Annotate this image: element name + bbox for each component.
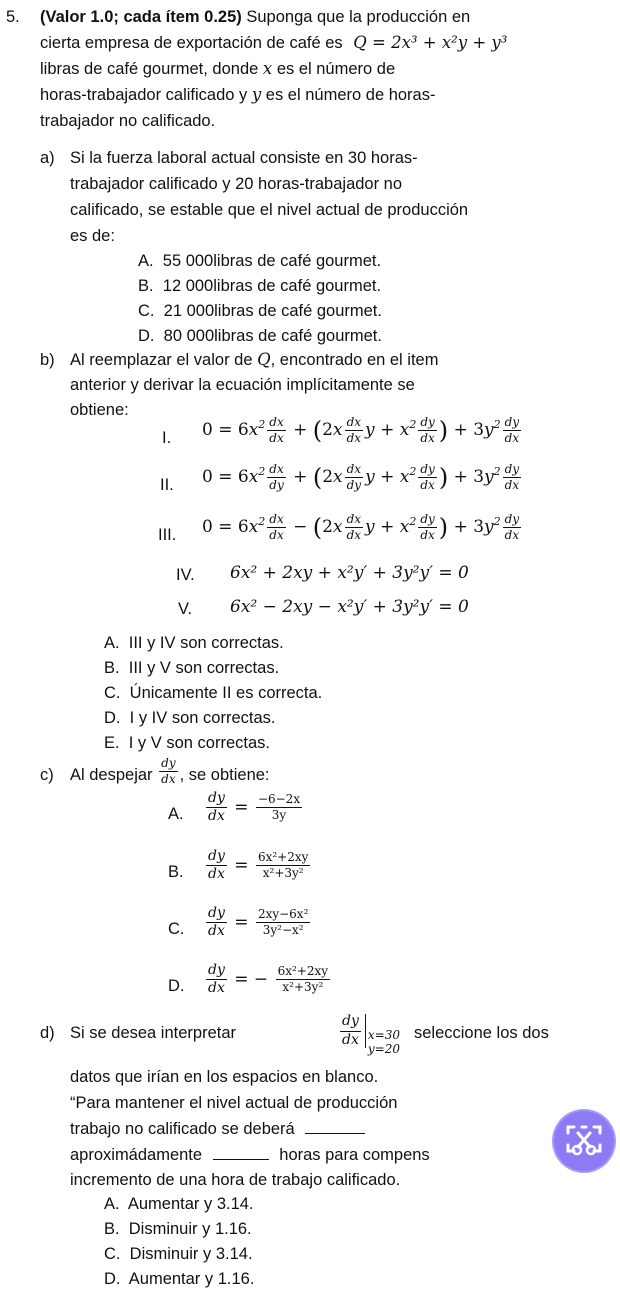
roman-v: V. <box>178 600 193 618</box>
part-c-option-c[interactable]: $\frac{dy}{dx}$ = $\frac{\text{2xy−6x²}}{\text{3y²−x²}}$ <box>208 905 309 940</box>
part-a-text-2: trabajador calificado y 20 horas-trabajador no <box>70 175 403 193</box>
part-a-label: a) <box>40 149 55 167</box>
intro-text-2: cierta empresa de exportación de café es <box>40 34 343 52</box>
intro-text-5: horas-trabajador calificado y <box>40 86 248 104</box>
equation-iv: 6x² + 2xy + x²y′ + 3y²y′ = 0 <box>230 563 469 583</box>
part-b-option-d[interactable]: D. I y IV son correctas. <box>104 709 276 727</box>
blank-2[interactable] <box>213 1147 269 1160</box>
part-c-option-b[interactable]: $\frac{dy}{dx}$ = $\frac{\text{6x²+2xy}}{\text{x²+3y²}}$ <box>208 848 309 883</box>
part-c-option-a[interactable]: $\frac{dy}{dx}$ = $\frac{-6-2x}{3y}$ <box>208 790 301 825</box>
roman-iv: IV. <box>176 566 195 584</box>
part-a-text-3: calificado, se estable que el nivel actual de producción <box>70 201 469 219</box>
question-intro-line-2 <box>40 32 507 54</box>
part-b-option-e[interactable]: E. I y V son correctas. <box>104 734 270 752</box>
part-a-text-4: es de: <box>70 227 115 245</box>
part-d-option-c[interactable]: C. Disminuir y 3.14. <box>104 1245 253 1263</box>
question-intro-line-4: horas-trabajador calificado y y es el número de horas- <box>40 85 436 104</box>
intro-text-7: trabajador no calificado. <box>40 112 216 130</box>
roman-ii: II. <box>160 476 174 494</box>
part-d-option-b[interactable]: B. Disminuir y 1.16. <box>104 1220 252 1238</box>
part-b-text-2: anterior y derivar la ecuación implícitamente se <box>70 376 415 394</box>
part-b-line-1: Al reemplazar el valor de Q, encontrado en el item <box>70 350 439 369</box>
equation-v: 6x² − 2xy − x²y′ + 3y²y′ = 0 <box>230 597 469 617</box>
intro-text-6: es el número de horas- <box>265 86 436 104</box>
part-c-label: c) <box>40 766 54 784</box>
blank-1[interactable] <box>305 1121 365 1134</box>
part-d-quote-2-line: trabajo no calificado se deberá <box>70 1118 365 1140</box>
part-d-quote-1: “Para mantener el nivel actual de producción <box>70 1094 398 1112</box>
part-d-quote-3-line: aproximádamente horas para compens <box>70 1146 430 1164</box>
part-c-option-d-letter[interactable]: D. <box>168 977 185 995</box>
part-a-option-d[interactable]: D. 80 000libras de café gourmet. <box>138 327 382 345</box>
part-d-quote-4: incremento de una hora de trabajo calificado. <box>70 1171 401 1189</box>
intro-text-1: Suponga que la producción en <box>246 8 471 26</box>
part-d-evaluation: $\frac{dy}{dx}$ x=30 y=20 <box>338 1014 410 1048</box>
roman-iii: III. <box>158 526 177 544</box>
part-d-text-3: datos que irían en los espacios en blanco. <box>70 1068 379 1086</box>
part-a-option-c[interactable]: C. 21 000libras de café gourmet. <box>138 302 382 320</box>
roman-i: I. <box>162 429 172 447</box>
part-d-label: d) <box>40 1024 55 1042</box>
equation-iii: $0 = 6x^2$ $\frac{dx}{dx}$ − (2x $\frac{dx}{dx}$ $y + x^2$ $\frac{dy}{dx}$ ) + $3y^2$ $\frac{dy}{dx}$ <box>202 512 520 543</box>
part-d-text-2: seleccione los dos <box>414 1024 549 1042</box>
part-c-option-c-letter[interactable]: C. <box>168 920 185 938</box>
part-c-option-b-letter[interactable]: B. <box>168 863 184 881</box>
part-b-label: b) <box>40 351 55 369</box>
equation-ii: $0 = 6x^2$ $\frac{dx}{dy}$ + (2x $\frac{dx}{dy}$ $y + x^2$ $\frac{dy}{dx}$ ) + $3y^2$ $\frac{dy}{dx}$ <box>202 462 520 493</box>
value-label: (Valor 1.0; cada ítem 0.25) <box>40 8 242 26</box>
part-d-option-a[interactable]: A. Aumentar y 3.14. <box>104 1195 254 1213</box>
part-c-option-d[interactable]: $\frac{dy}{dx}$ = − $\frac{\text{6x²+2xy}}{\text{x²+3y²}}$ <box>208 962 329 997</box>
equation-i: $0 = 6x^2$ $\frac{dx}{dx}$ + (2x $\frac{dx}{dx}$ $y + x^2$ $\frac{dy}{dx}$ ) + $3y^2$ $\frac{dy}{dx}$ <box>202 415 520 446</box>
part-b-text-3: obtiene: <box>70 401 129 419</box>
scissors-crop-icon <box>554 1111 614 1171</box>
intro-text-4: es el número de <box>276 60 396 78</box>
part-b-option-b[interactable]: B. III y V son correctas. <box>104 659 280 677</box>
question-number: 5. <box>6 8 20 26</box>
scan-crop-button[interactable] <box>554 1111 614 1171</box>
part-a-text-1: Si la fuerza laboral actual consiste en 30 horas- <box>70 149 418 167</box>
part-d-option-d[interactable]: D. Aumentar y 1.16. <box>104 1270 255 1288</box>
part-c-line: Al despejar $\frac{dy}{dx}$ , se obtiene: <box>70 755 270 787</box>
formula-q: Q = 2x³ + x²y + y³ <box>353 33 508 52</box>
question-intro-line-3: libras de café gourmet, donde x es el número de <box>40 59 396 78</box>
intro-text-3: libras de café gourmet, donde <box>40 60 259 78</box>
question-intro-line-1 <box>40 6 470 28</box>
part-b-option-a[interactable]: A. III y IV son correctas. <box>104 634 284 652</box>
part-d-text-1: Si se desea interpretar <box>70 1024 237 1042</box>
part-a-option-b[interactable]: B. 12 000libras de café gourmet. <box>138 277 382 295</box>
part-b-option-c[interactable]: C. Únicamente II es correcta. <box>104 684 323 702</box>
part-c-option-a-letter[interactable]: A. <box>168 805 184 823</box>
part-a-option-a[interactable]: A. 55 000libras de café gourmet. <box>138 252 382 270</box>
